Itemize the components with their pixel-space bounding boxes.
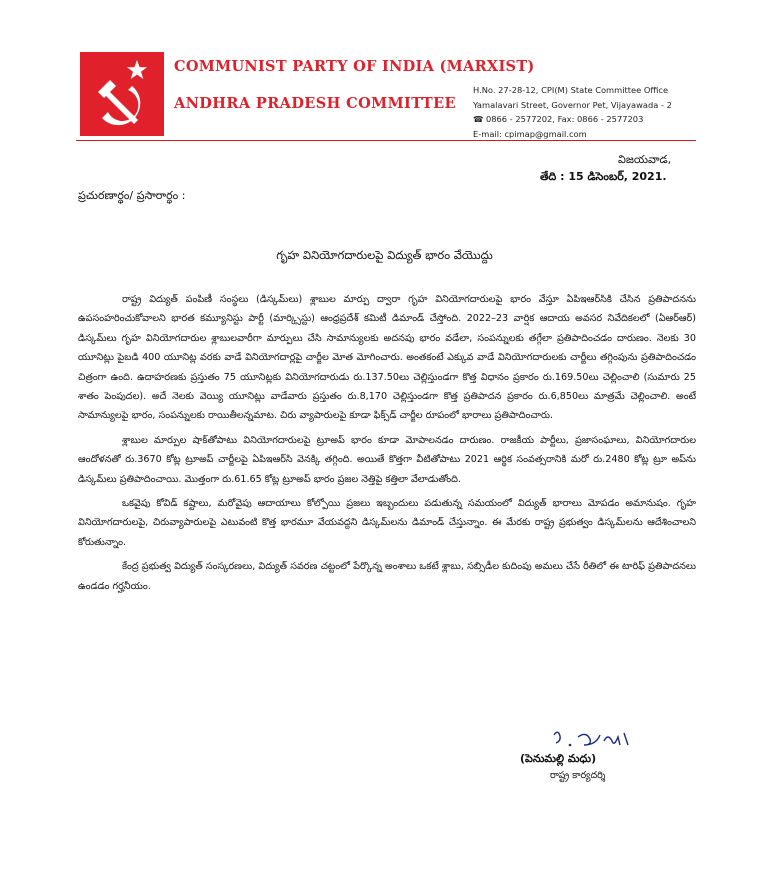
press-release-body: [78, 290, 696, 601]
signer-name: (పెనుమల్లి మధు): [520, 752, 597, 765]
party-name: COMMUNIST PARTY OF INDIA (MARXIST): [174, 58, 535, 75]
date: తేది : 15 డిసెంబర్, 2021.: [540, 170, 667, 183]
paragraph: ఒకవైపు కోవిడ్ కష్టాలు, మరోవైపు ఆదాయాలు కోల్పోయి ప్రజలు ఇబ్బందులు పడుతున్న సమయంలో విద్యుత్ భారాలు మోపడం అమానుషం. గృహ వినియోగదారులపై, చిరువ్యాపారులపై ఎటువంటి కొత్త భారమూ వేయవద్దని డిస్కమ్‌లను డిమాండ్ చేస్తున్నాం. ఈ మేరకు రాష్ట్ర ప్రభుత్వం డిస్కమ్‌లను ఆదేశించాలని కోరుతున్నాం.: [78, 498, 696, 548]
email-line: E-mail: cpimap@gmail.com: [473, 128, 587, 139]
paragraph: శ్లాబుల మార్పుల షాక్‌తోపాటు వినియోగదారులపై ట్రూఅప్ భారం కూడా మోపాలనడం దారుణం. రాజకీయ పార్టీలు, ప్రజాసంఘాలు, వినియోగదారుల ఆందోళనతో రు.3670 కోట్ల ట్రూఅప్ చార్జీలపై ఏపిఇఆర్‌సి వెనక్కి తగ్గింది. అయితే కొత్తగా వీటితోపాటు 2021 ఆర్థిక సంవత్సరానికి మరో రు.2480 కోట్ల ట్రూ అప్‌ను డిస్కమ్‌లు ప్రతిపాదించాయి. మొత్తంగా రు.61.65 కోట్ల ట్రూఅప్ భారం ప్రజల నెత్తిపై కత్తిలా వేలాడుతోంది.: [78, 434, 696, 485]
address-block: [473, 83, 672, 141]
press-release-heading: గృహ వినియోగదారులపై విద్యుత్ భారం వేయొద్దు: [276, 248, 493, 262]
hammer-sickle-star-icon: [80, 52, 164, 136]
place: విజయవాడ,: [618, 153, 672, 166]
signer-designation: రాష్ట్ర కార్యదర్శి: [550, 770, 606, 781]
letterhead-divider: [76, 140, 696, 141]
paragraph: కేంద్ర ప్రభుత్వ విద్యుత్ సంస్కరణలు, విద్యుత్ సవరణ చట్టంలో పేర్కొన్న అంశాలు ఒకటే శ్లాబు, సబ్సిడీల కుదింపు అమలు చేసే రీతిలో ఈ టారిఫ్ ప్రతిపాదనలు ఉండడం గర్హనీయం.: [78, 561, 696, 592]
handwritten-signature: [548, 727, 648, 753]
phone-fax-line: ☎ 0866 - 2577202, Fax: 0866 - 2577203: [473, 114, 644, 124]
paragraph: రాష్ట్ర విద్యుత్ పంపిణీ సంస్థలు (డిస్కమ్‌లు) శ్లాబుల మార్పు ద్వారా గృహ వినియోగదారులపై భారం వేస్తూ ఏపిఇఆర్‌సికి చేసిన ప్రతిపాదనను ఉపసంహరించుకోవాలని భారత కమ్యూనిస్టు పార్టీ (మార్క్సిస్టు) ఆంధ్రప్రదేశ్ కమిటీ డిమాండ్ చేస్తోంది. 2022–23 వార్షిక ఆదాయ అవసర నివేదికలలో (ఏఆర్ఆర్) డిస్కమ్‌లు గృహ వినియోగదారుల శ్లాబులవారీగా మార్పులు చేసి సామాన్యులకు అదనపు భారం వడేలా, సంపన్నులకు తగ్గేలా ప్రతిపాదించడం దారుణం. నెలకు 30 యూనిట్లు పైబడి 400 యూనిట్ల వరకు వాడే వినియోగదార్లపై చార్జీల మోత మోగించారు. అంతకంటే ఎక్కువ వాడే వినియోగదారులకు చార్జీలు తగ్గింపును ప్రతిపాదించడం చిత్రంగా ఉంది. ఉదాహరణకు ప్రస్తుతం 75 యూనిట్లకు వినియోగదారుడు రు.137.50లు చెల్లిస్తుండగా కొత్త విధానం ప్రకారం రు.169.50లు చెల్లించాలి (సుమారు 25 శాతం పెంపుదల). అదే నెలకు వెయ్యి యూనిట్లు వాడేవారు ప్రస్తుతం రు.8,170 చెల్లిస్తుండగా కొత్త ప్రతిపాదన ప్రకారం రు.6,850లు మాత్రమే చెల్లించాలి. అంటే సామాన్యులపై భారం, సంపన్నులకు రాయితీలన్నమాట. చిరు వ్యాపారులపై కూడా ఫిక్స్‌డ్ చార్జీల రూపంలో భారాలు ప్రతిపాదించారు.: [78, 294, 696, 422]
release-label: ప్రచురణార్థం/ ప్రసారార్థం :: [78, 189, 186, 202]
address-line: Yamalavari Street, Governor Pet, Vijayawada - 2: [473, 99, 672, 110]
committee-name: ANDHRA PRADESH COMMITTEE: [174, 95, 456, 112]
address-line: H.No. 27-28-12, CPI(M) State Committee Office: [473, 85, 669, 95]
